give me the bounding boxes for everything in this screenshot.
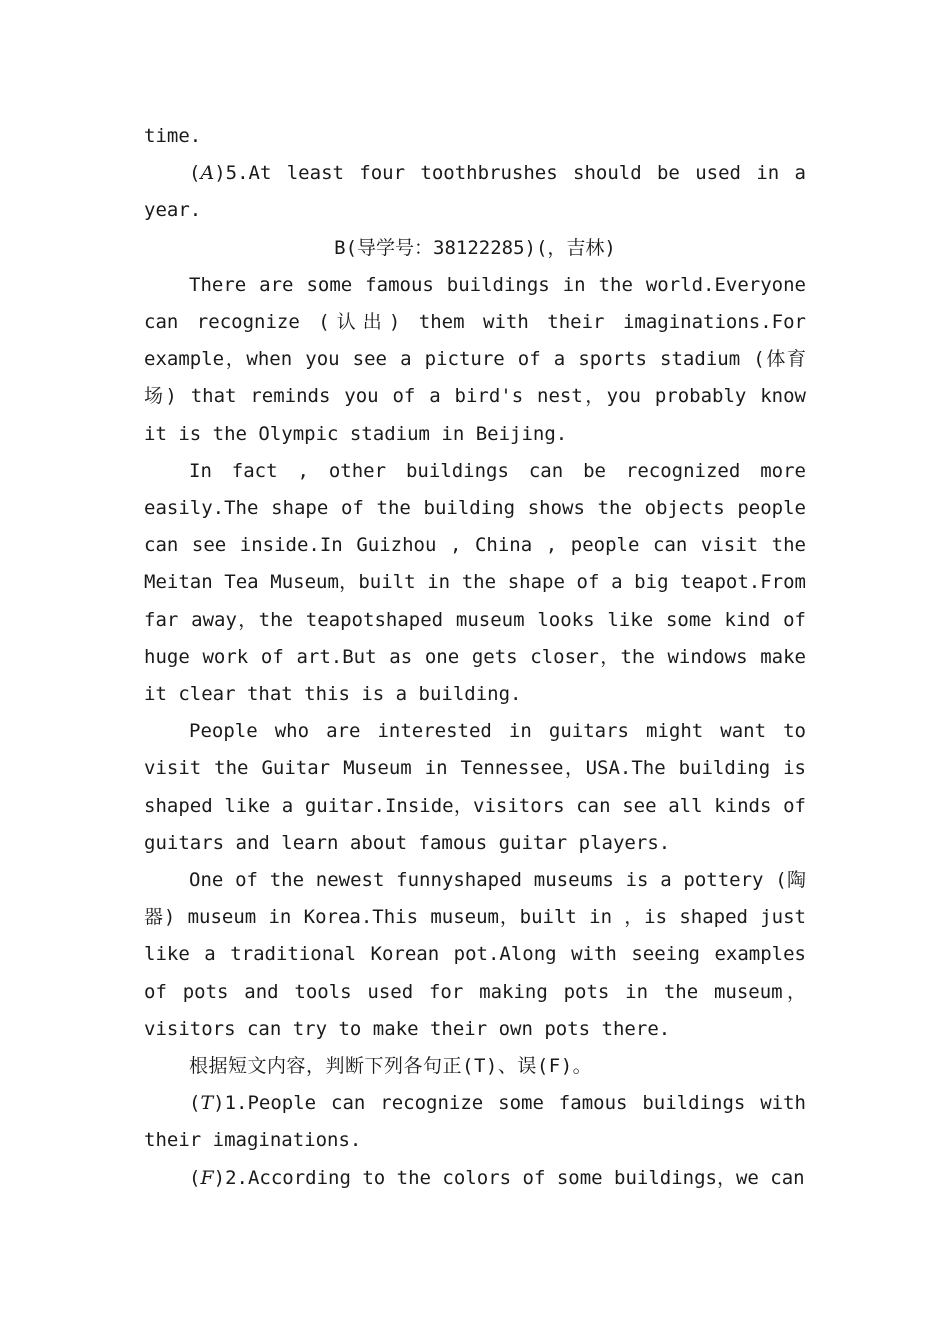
question-b2-text: 2.According to the colors of some buildings，we can [225,1166,805,1189]
instruction: 根据短文内容，判断下列各句正(T)、误(F)。 [189,1055,593,1078]
document-page [144,118,806,1197]
passage-b-heading: B(导学号：38122285)(，吉林) [334,236,616,259]
question-b1-text: 1.People can recognize some famous buildings with their imaginations. [144,1092,806,1152]
answer-open: ( [189,162,201,185]
question-b2 [144,1160,806,1197]
answer-b1: T [200,1092,214,1115]
passage-b-paragraph-1: There are some famous buildings in the world.Everyone can recognize (认出) them with their imaginations.For example，when you see a picture of a sports stadium (体育场) that reminds you of a bird's nest，you probably know it is the Olympic stadium in Beijing. [144,273,806,445]
question-a5-text: 5.At least four toothbrushes should be used in a year. [144,162,806,222]
answer-a5: A [200,162,215,185]
answer-close: ) [213,1092,225,1115]
passage-a-continuation: time. [144,125,202,147]
answer-open: ( [189,1092,201,1115]
question-a5 [144,155,806,229]
answer-close: ) [213,1166,226,1189]
passage-b-paragraph-2: In fact , other buildings can be recognized more easily.The shape of the building shows the objects people can see inside.In Guizhou , China , people can visit the Meitan Tea Museum，built in the shape of a big teapot.From far away，the teapotshaped museum looks like some kind of huge work of art.But as one gets closer，the windows make it clear that this is a building. [144,459,806,706]
answer-open: ( [189,1166,201,1189]
passage-b-paragraph-4: One of the newest funnyshaped museums is a pottery (陶器) museum in Korea.This museum，built in ，is shaped just like a traditional Korean pot.Along with seeing examples of pots and tools used for making pots in the museum，visitors can try to make their own pots there. [144,869,806,1040]
question-b1 [144,1085,806,1159]
answer-close: ) [214,162,226,185]
answer-b2: F [200,1166,214,1189]
passage-b-paragraph-3: People who are interested in guitars might want to visit the Guitar Museum in Tennessee，USA.The building is shaped like a guitar.Inside，visitors can see all kinds of guitars and learn about famous guitar players. [144,720,806,854]
